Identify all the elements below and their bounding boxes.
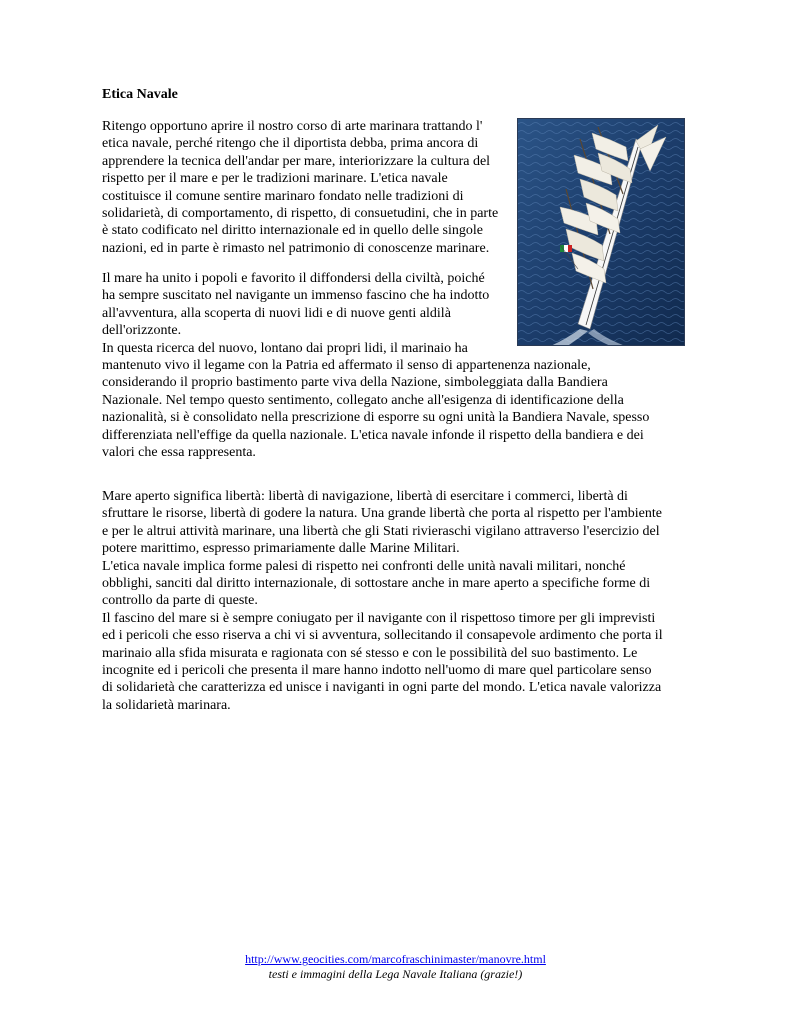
paragraph-line: di solidarietà che caratterizza ed unisce i naviganti in ogni parte del mondo. L'etica navale valorizza: [102, 680, 662, 696]
paragraph-line: obblighi, sanciti dal diritto internazionale, di sottostare anche in mare aperto a specifiche forme di: [102, 575, 651, 591]
paragraph-line: Il fascino del mare si è sempre coniugato per il navigante con il rispettoso timore per gli imprevisti: [102, 610, 656, 626]
paragraph-line: è stato codificato nel diritto internazionale ed in quello delle singole: [102, 223, 483, 239]
paragraph-line: ha sempre suscitato nel navigante un immenso fascino che ha indotto: [102, 288, 490, 304]
paragraph-line: etica navale, perché ritengo che il diportista debba, prima ancora di: [102, 136, 479, 152]
footer-credit: testi e immagini della Lega Navale Italiana (grazie!): [268, 967, 523, 981]
paragraph-line: Nazionale. Nel tempo questo sentimento, collegato anche all'esigenza di identificazione della: [102, 392, 624, 408]
paragraph-line: In questa ricerca del nuovo, lontano dai propri lidi, il marinaio ha: [102, 340, 468, 356]
paragraph-line: valori che essa rappresenta.: [102, 444, 256, 460]
paragraph-line: potere marittimo, espresso primariamente dalle Marine Militari.: [102, 541, 460, 557]
paragraph-line: marinaio alla sfida misurata e ragionata con sé stesso e con le possibilità del suo bastimento. Le: [102, 645, 638, 661]
paragraph-line: costituisce il comune sentire marinaro fondato nelle tradizioni di: [102, 188, 464, 204]
page-title: Etica Navale: [102, 87, 178, 102]
paragraph-line: all'avventura, alla scoperta di nuovi lidi e di nuove genti aldilà: [102, 305, 451, 321]
paragraph-line: solidarietà, di comportamento, di rispetto, di consuetudini, che in parte: [102, 205, 499, 221]
paragraph-open-sea: [102, 488, 663, 714]
paragraph-line: rispetto per il mare e per le tradizioni marinare. L'etica navale: [102, 171, 448, 187]
paragraph-line: sfruttare le risorse, libertà di godere la natura. Una grande libertà che porta al rispetto per l'ambiente: [102, 506, 662, 522]
paragraph-line: nazionalità, si è consolidato nella prescrizione di esporre su ogni unità la Bandiera Navale, spesso: [102, 410, 650, 426]
paragraph-line: nazioni, ed in parte è rimasto nel patrimonio di conoscenze marinare.: [102, 240, 490, 256]
paragraph-line: considerando il proprio bastimento parte viva della Nazione, simboleggiata dalla Bandiera: [102, 375, 608, 391]
paragraph-line: dell'orizzonte.: [102, 323, 182, 339]
paragraph-line: la solidarietà marinara.: [102, 697, 231, 713]
paragraph-line: Ritengo opportuno aprire il nostro corso di arte marinara trattando l': [102, 119, 483, 134]
tall-ship-photo: [517, 118, 685, 346]
paragraph-line: apprendere la tecnica dell'andar per mare, interiorizzare la cultura del: [102, 153, 491, 169]
tall-ship-illustration: [518, 119, 685, 346]
paragraph-intro: [102, 118, 498, 257]
paragraph-line: Mare aperto significa libertà: libertà di navigazione, libertà di esercitare i commerci, libertà di: [102, 489, 628, 504]
paragraph-line: e per le altrui attività marinare, una libertà che gli Stati rivieraschi vigilano attraverso l'esercizio del: [102, 523, 660, 539]
footer-source-link[interactable]: http://www.geocities.com/marcofraschinimaster/manovre.html: [245, 952, 546, 966]
paragraph-line: Il mare ha unito i popoli e favorito il diffondersi della civiltà, poiché: [102, 271, 485, 286]
paragraph-line: mantenuto vivo il legame con la Patria ed affermato il senso di appartenenza nazionale,: [102, 357, 591, 373]
paragraph-line: incognite ed i pericoli che presenta il mare hanno indotto nell'uomo di mare quel particolare senso: [102, 662, 652, 678]
paragraph-line: controllo da parte di queste.: [102, 593, 258, 609]
paragraph-line: ed i pericoli che esso riserva a chi vi si avventura, sollecitando il consapevole ardimento che porta il: [102, 628, 663, 644]
paragraph-line: L'etica navale implica forme palesi di rispetto nei confronti delle unità navali militari, nonché: [102, 558, 626, 574]
paragraph-line: differenziata nell'effige da quella nazionale. L'etica navale infonde il rispetto della bandiera e dei: [102, 427, 644, 443]
